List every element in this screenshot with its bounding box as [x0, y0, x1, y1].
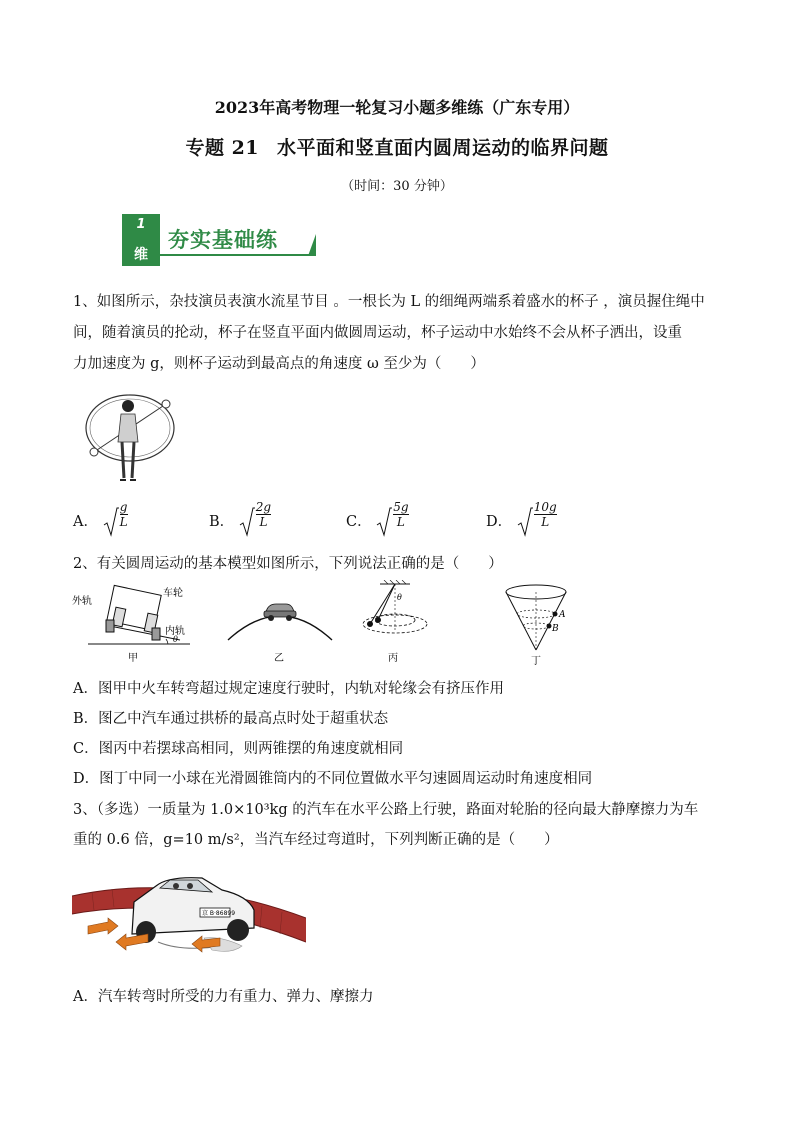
option-letter: D． [486, 514, 513, 530]
q3-stem-line1: 3、（多选）一质量为 1.0×10³kg 的汽车在水平公路上行驶，路面对轮胎的径向最大静摩擦力为车 [73, 802, 699, 818]
q1-option-d[interactable] [486, 500, 560, 537]
q2-option-b[interactable]: B．图乙中汽车通过拱桥的最高点时处于超重状态 [73, 711, 389, 727]
figure-bing-conical-pendulum [350, 580, 440, 666]
label-theta: θ [397, 593, 402, 602]
car-turning-figure [72, 862, 306, 968]
q3-stem-line2: 重的 0.6 倍，g=10 m/s²，当汽车经过弯道时，下列判断正确的是（ ） [73, 832, 559, 848]
label-theta: θ [173, 635, 178, 644]
level-number: 1 [136, 217, 146, 232]
fraction-numerator: 10g [533, 500, 557, 514]
option-letter: A． [73, 514, 98, 530]
figure-jia-train-rail [70, 584, 200, 666]
q1-option-b[interactable] [209, 500, 274, 537]
q1-option-a[interactable] [73, 500, 131, 537]
fraction-denominator: L [541, 515, 550, 529]
fraction-numerator: g [119, 500, 128, 514]
figure-yi-arch-bridge [226, 584, 334, 666]
q2-option-a[interactable]: A．图甲中火车转弯超过规定速度行驶时，内轨对轮缘会有挤压作用 [73, 681, 504, 697]
topic-title [0, 133, 794, 160]
fraction-denominator: L [396, 515, 405, 529]
label-b: B [552, 624, 559, 634]
q1-option-c[interactable] [346, 500, 412, 537]
label-a: A [559, 610, 566, 620]
banner-corner [308, 234, 316, 256]
topic-number: 专题 21 [185, 137, 260, 159]
time-limit: （时间：30 分钟） [341, 179, 453, 194]
section-banner [122, 214, 318, 266]
label-wheel: 车轮 [163, 588, 183, 599]
caption-bing: 丙 [388, 653, 398, 664]
fraction-denominator: L [119, 515, 128, 529]
juggler-figure [80, 392, 180, 490]
level-badge [122, 214, 160, 266]
caption-jia: 甲 [128, 653, 138, 664]
caption-yi: 乙 [274, 653, 284, 664]
q3-option-a[interactable]: A．汽车转弯时所受的力有重力、弹力、摩擦力 [73, 989, 374, 1005]
fraction-numerator: 2g [255, 500, 272, 514]
figure-ding-cone [500, 582, 580, 668]
q2-option-c[interactable]: C．图丙中若摆球高相同，则两锥摆的角速度就相同 [73, 741, 404, 757]
fraction-denominator: L [259, 515, 268, 529]
q1-stem-line2: 间，随着演员的抡动，杯子在竖直平面内做圆周运动，杯子运动中水始终不会从杯子洒出，设重 [73, 325, 682, 341]
banner-underline [160, 254, 310, 256]
section-label: 夯实基础练 [168, 228, 278, 252]
q1-stem-line3: 力加速度为 g，则杯子运动到最高点的角速度 ω 至少为（ ） [73, 356, 485, 372]
option-letter: C． [346, 514, 372, 530]
q2-stem: 2、有关圆周运动的基本模型如图所示，下列说法正确的是（ ） [73, 556, 503, 572]
level-wei: 维 [134, 247, 148, 263]
label-outer-rail: 外轨 [72, 596, 92, 607]
document-title: 2023年高考物理一轮复习小题多维练（广东专用） [214, 98, 580, 117]
label-inner-rail: 内轨 [165, 626, 185, 637]
topic-name: 水平面和竖直面内圆周运动的临界问题 [277, 137, 609, 159]
license-plate: 京 B·86899 [202, 910, 236, 917]
fraction-numerator: 5g [393, 500, 409, 514]
caption-ding: 丁 [531, 656, 541, 667]
q1-stem-line1: 1、如图所示，杂技演员表演水流星节目 。一根长为 L 的细绳两端系着盛水的杯子 ，演员握住绳中 [73, 294, 705, 310]
option-letter: B． [209, 514, 235, 530]
q2-option-d[interactable]: D．图丁中同一小球在光滑圆锥筒内的不同位置做水平匀速圆周运动时角速度相同 [73, 771, 593, 787]
